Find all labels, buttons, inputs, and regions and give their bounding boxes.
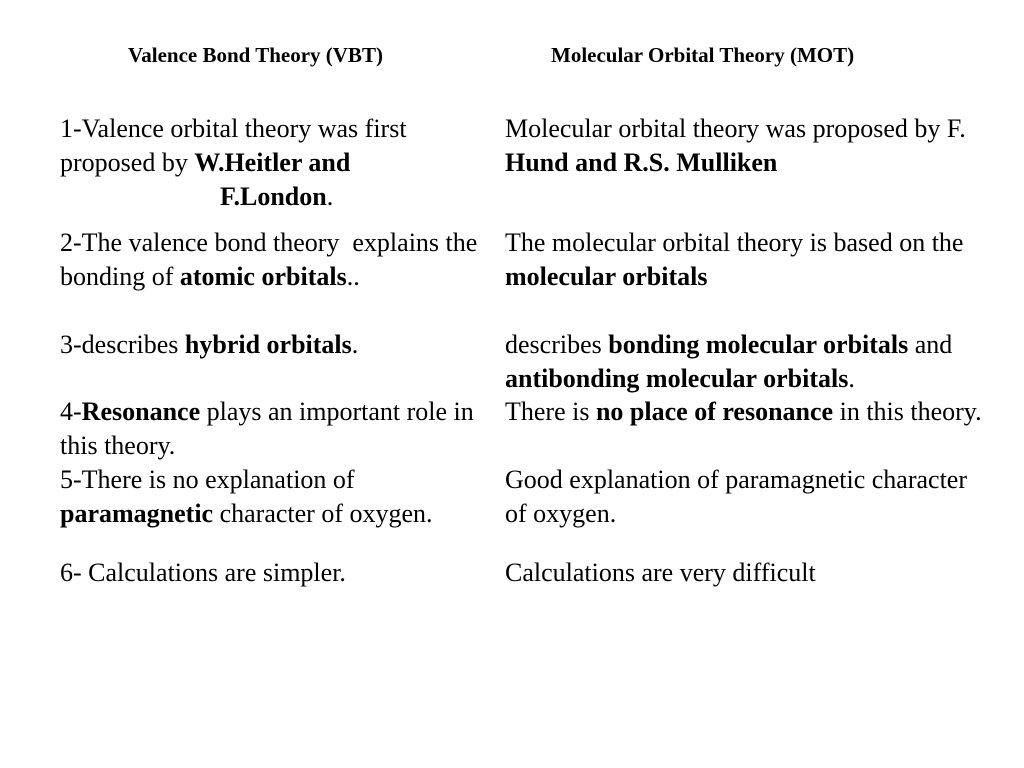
- text: 5-There is no explanation of: [60, 465, 362, 494]
- text: 6- Calculations are simpler.: [60, 558, 346, 587]
- vbt-point-3: [60, 328, 500, 362]
- text: 1-Valence orbital theory was first proposed by: [60, 114, 414, 177]
- text: .: [326, 182, 334, 211]
- text-bold: Resonance: [81, 397, 201, 426]
- text-bold: F.London: [220, 182, 327, 211]
- text: There is: [505, 397, 596, 426]
- text: in this theory.: [833, 397, 982, 426]
- text: .: [848, 364, 855, 393]
- column-header-vbt: Valence Bond Theory (VBT): [128, 43, 383, 67]
- indent-line: [60, 180, 500, 214]
- text: ..: [346, 262, 360, 291]
- text: Molecular orbital theory was proposed by F.: [505, 114, 973, 143]
- mot-point-6: [505, 556, 985, 590]
- vbt-point-2: [60, 226, 500, 294]
- text-bold: W.Heitler and: [194, 148, 351, 177]
- text: 4-: [60, 397, 82, 426]
- text: Calculations are very difficult: [505, 558, 816, 587]
- text: 2-The valence bond theory explains the bonding of: [60, 228, 484, 291]
- text: 3-describes: [60, 330, 185, 359]
- vbt-point-6: [60, 556, 500, 590]
- text-bold: molecular orbitals: [505, 262, 708, 291]
- text-bold: hybrid orbitals: [184, 330, 352, 359]
- mot-point-1: [505, 112, 985, 180]
- mot-point-4: [505, 395, 985, 429]
- text: and: [908, 330, 959, 359]
- text: describes: [505, 330, 609, 359]
- text: The molecular orbital theory is based on the: [505, 228, 970, 257]
- text-bold: antibonding molecular orbitals: [505, 364, 849, 393]
- text-bold: Hund and R.S. Mulliken: [505, 148, 778, 177]
- text: Good explanation of paramagnetic character of oxygen.: [505, 465, 974, 528]
- text: .: [351, 330, 359, 359]
- vbt-point-4: [60, 395, 500, 463]
- vbt-point-5: [60, 463, 500, 531]
- column-header-mot: Molecular Orbital Theory (MOT): [551, 43, 855, 67]
- text: plays an important role in this theory.: [60, 397, 481, 460]
- mot-point-5: [505, 463, 985, 531]
- vbt-point-1: [60, 112, 500, 214]
- mot-point-2: [505, 226, 985, 294]
- text-bold: paramagnetic: [60, 499, 214, 528]
- text-bold: bonding molecular orbitals: [608, 330, 909, 359]
- mot-point-3: [505, 328, 985, 396]
- text-bold: atomic orbitals: [179, 262, 347, 291]
- text-bold: no place of resonance: [595, 397, 834, 426]
- text: character of oxygen.: [213, 499, 433, 528]
